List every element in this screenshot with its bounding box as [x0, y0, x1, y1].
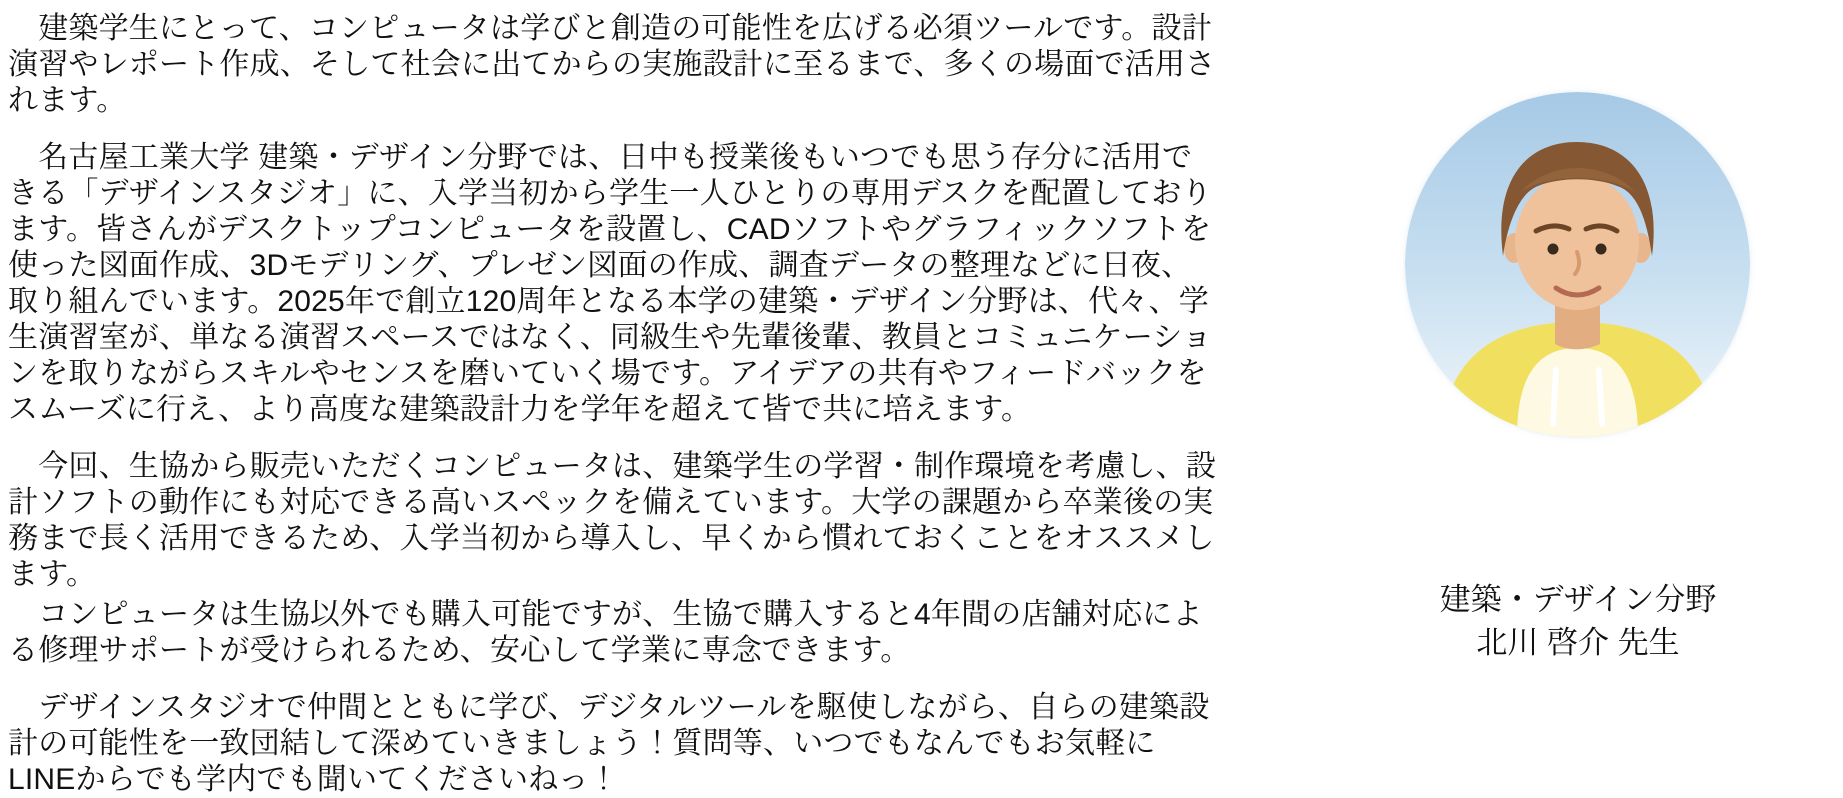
- caption-name: 北川 啓介 先生: [1476, 625, 1680, 660]
- profile-column: [1218, 0, 1843, 686]
- professor-portrait-photo: [1405, 92, 1750, 437]
- portrait-illustration: [1405, 92, 1750, 437]
- paragraph-intro: 建築学生にとって、コンピュータは学びと創造の可能性を広げる必須ツールです。設計演習やレポート作成、そして社会に出てからの実施設計に至るまで、多くの場面で活用されます。: [8, 12, 1216, 117]
- paragraph-coop-computer: 今回、生協から販売いただくコンピュータは、建築学生の学習・制作環境を考慮し、設計ソフトの動作にも対応できる高いスペックを備えています。大学の課題から卒業後の実務まで長く活用できるため、入学当初から導入し、早くから慣れておくことをオススメします。: [8, 450, 1216, 591]
- paragraph-repair-support: コンピュータは生協以外でも購入可能ですが、生協で購入すると4年間の店舗対応による修理サポートが受けられるため、安心して学業に専念できます。: [8, 598, 1203, 667]
- paragraph-design-studio: 名古屋工業大学 建築・デザイン分野では、日中も授業後もいつでも思う存分に活用できる「デザインスタジオ」に、入学当初から学生一人ひとりの専用デスクを配置しております。皆さんがデスクトップコンピュータを設置し、CADソフトやグラフィックソフトを使った図面作成、3Dモデリング、プレゼン図面の作成、調査データの整理などに日夜、取り組んでいます。2025年で創立120周年となる本学の建築・デザイン分野は、代々、学生演習室が、単なる演習スペースではなく、同級生や先輩後輩、教員とコミュニケーションを取りながらスキルやセンスを磨いていく場です。アイデアの共有やフィードバックをスムーズに行え、より高度な建築設計力を学年を超えて皆で共に培えます。: [8, 141, 1213, 426]
- caption-affiliation: 建築・デザイン分野: [1439, 582, 1717, 617]
- paragraph-closing: デザインスタジオで仲間とともに学び、デジタルツールを駆使しながら、自らの建築設計の可能性を一致団結して深めていきましょう！質問等、いつでもなんでもお気軽にLINEからでも学内でも聞いてくださいねっ！: [8, 691, 1210, 796]
- photo-caption: [1403, 578, 1753, 664]
